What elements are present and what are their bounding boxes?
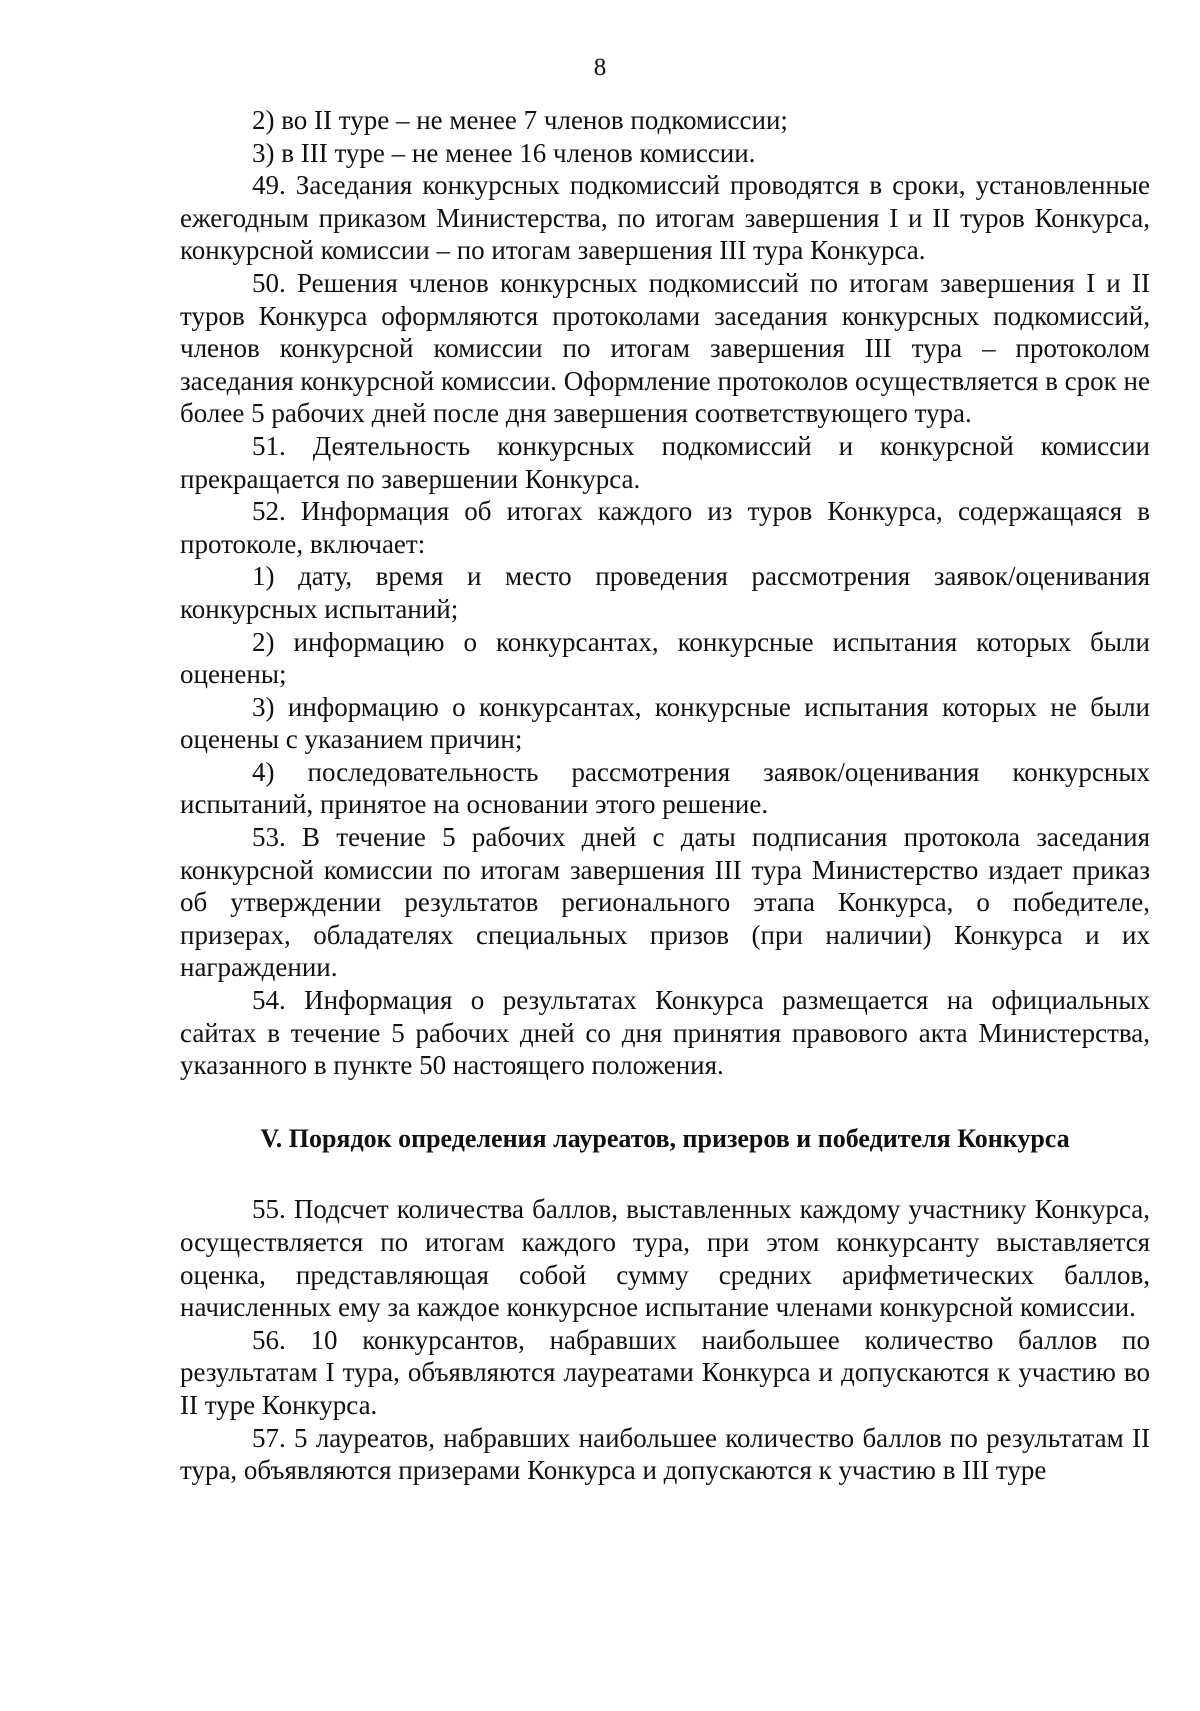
paragraph-49: 49. Заседания конкурсных подкомиссий проводятся в сроки, установленные ежегодным приказом Министерства, по итогам завершения I и II туров Конкурса, конкурсной комиссии – по итогам завершения III тура Конкурса. bbox=[180, 170, 1150, 266]
section-heading: V. Порядок определения лауреатов, призеров и победителя Конкурса bbox=[260, 1123, 1070, 1153]
paragraph-53: 53. В течение 5 рабочих дней с даты подписания протокола заседания конкурсной комиссии по итогам завершения III тура Министерство издает приказ об утверждении результатов регионального этапа Конкурса, о победителе, призерах, обладателях специальных призов (при наличии) Конкурса и их награждении. bbox=[180, 822, 1150, 983]
paragraph-54: 54. Информация о результатах Конкурса размещается на официальных сайтах в течение 5 рабочих дней со дня принятия правового акта Министерства, указанного в пункте 50 настоящего положения. bbox=[180, 985, 1150, 1081]
paragraph: 2) во II туре – не менее 7 членов подкомиссии; bbox=[252, 105, 788, 135]
paragraph-57: 57. 5 лауреатов, набравших наибольшее количество баллов по результатам II тура, объявляются призерами Конкурса и допускаются к участию в III туре bbox=[180, 1422, 1150, 1486]
list-item: 1) дату, время и место проведения рассмотрения заявок/оценивания конкурсных испытаний; bbox=[180, 561, 1150, 624]
paragraph: 3) в III туре – не менее 16 членов комиссии. bbox=[252, 137, 756, 168]
list-item: 2) информацию о конкурсантах, конкурсные испытания которых были оценены; bbox=[180, 626, 1150, 690]
paragraph-51: 51. Деятельность конкурсных подкомиссий и конкурсной комиссии прекращается по завершении Конкурса. bbox=[180, 430, 1150, 494]
paragraph-56: 56. 10 конкурсантов, набравших наибольшее количество баллов по результатам I тура, объявляются лауреатами Конкурса и допускаются к участию во II туре Конкурса. bbox=[180, 1324, 1150, 1420]
paragraph-55: 55. Подсчет количества баллов, выставленных каждому участнику Конкурса, осуществляется по итогам каждого тура, при этом конкурсанту выставляется оценка, представляющая собой сумму средних арифметических баллов, начисленных ему за каждое конкурсное испытание членами конкурсной комиссии. bbox=[180, 1194, 1150, 1323]
paragraph-52: 52. Информация об итогах каждого из туров Конкурса, содержащаяся в протоколе, включает: bbox=[180, 496, 1150, 559]
page-number: 8 bbox=[593, 54, 607, 81]
list-item: 3) информацию о конкурсантах, конкурсные испытания которых не были оценены с указанием причин; bbox=[180, 691, 1150, 755]
list-item: 4) последовательность рассмотрения заявок/оценивания конкурсных испытаний, принятое на основании этого решение. bbox=[180, 756, 1150, 820]
paragraph-50: 50. Решения членов конкурсных подкомиссий по итогам завершения I и II туров Конкурса оформляются протоколами заседания конкурсных подкомиссий, членов конкурсной комиссии по итогам завершения III тура – протоколом заседания конкурсной комиссии. Оформление протоколов осуществляется в срок не более 5 рабочих дней после дня завершения соответствующего тура. bbox=[180, 267, 1150, 429]
document-body bbox=[180, 104, 1150, 1487]
